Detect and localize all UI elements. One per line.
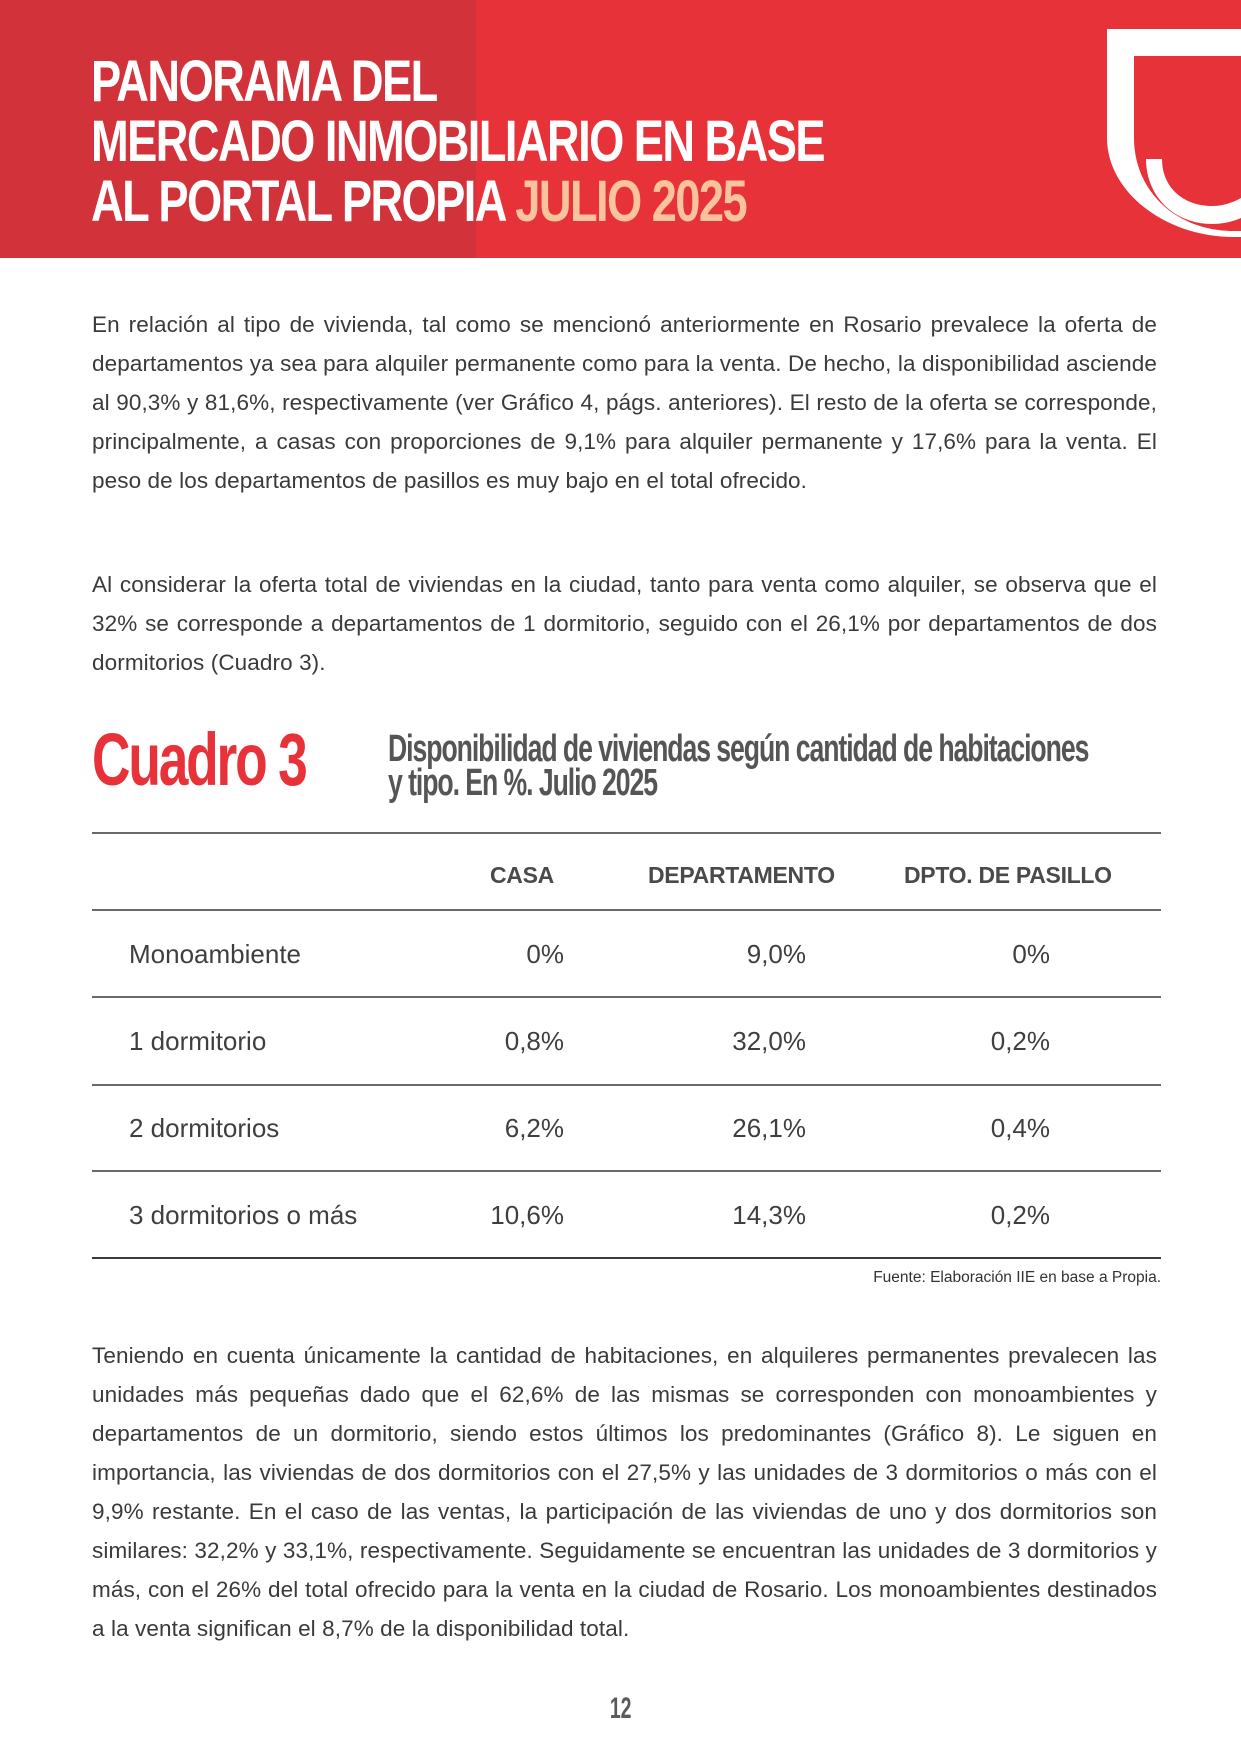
column-header-dpto-pasillo: DPTO. DE PASILLO — [904, 862, 1112, 888]
table-rule — [92, 1084, 1161, 1086]
cell-casa: 0,8% — [504, 1026, 564, 1056]
row-label: 1 dormitorio — [129, 1026, 267, 1056]
table-rule — [92, 996, 1161, 998]
cell-casa: 10,6% — [490, 1200, 564, 1230]
row-label: 2 dormitorios — [129, 1113, 280, 1143]
body-paragraph-3: Teniendo en cuenta únicamente la cantidad de habitaciones, en alquileres permanentes prevalecen las unidades más pequeñas dado que el 62,6% de las mismas se corresponden con monoambientes y departamentos de un dormitorio, siendo estos últimos los predominantes (Gráfico 8). Le siguen en importancia, las viviendas de dos dormitorios con el 27,5% y las unidades de 3 dormitorios o más con el 9,9% restante. En el caso de las ventas, la participación de las viviendas de uno y dos dormitorios son similares: 32,2% y 33,1%, respectivamente. Seguidamente se encuentran las unidades de 3 dormitorios y más, con el 26% del total ofrecido para la venta en la ciudad de Rosario. Los monoambientes destinados a la venta significan el 8,7% de la disponibilidad total. — [92, 1343, 1157, 1641]
cuadro-label: Cuadro 3 — [92, 718, 306, 801]
cell-casa: 6,2% — [504, 1113, 564, 1143]
header-title-accent: JULIO 2025 — [515, 169, 747, 234]
column-header-departamento: DEPARTAMENTO — [648, 862, 835, 888]
cuadro-title-line-2: y tipo. En %. Julio 2025 — [388, 762, 657, 804]
cell-casa: 0% — [526, 939, 564, 969]
table-source-note: Fuente: Elaboración IIE en base a Propia. — [873, 1269, 1161, 1286]
table-rule-top — [92, 832, 1161, 834]
cell-departamento: 26,1% — [732, 1113, 806, 1143]
cell-dpto-pasillo: 0,2% — [990, 1200, 1050, 1230]
cell-dpto-pasillo: 0% — [1012, 939, 1050, 969]
header-title-line-1: PANORAMA DEL — [91, 49, 437, 114]
header-title — [91, 49, 824, 234]
cell-departamento: 32,0% — [732, 1026, 806, 1056]
body-paragraph-2: Al considerar la oferta total de viviendas en la ciudad, tanto para venta como alquiler, se observa que el 32% se corresponde a departamentos de 1 dormitorio, seguido con el 26,1% por departamentos de dos dormitorios (Cuadro 3). — [92, 572, 1157, 675]
page-number — [0, 1692, 1241, 1726]
propia-logo-icon — [1104, 26, 1241, 240]
header-title-line-2: MERCADO INMOBILIARIO EN BASE — [91, 109, 824, 174]
page-number-text: 12 — [609, 1692, 632, 1725]
cell-dpto-pasillo: 0,4% — [990, 1113, 1050, 1143]
header-title-line-3 — [91, 169, 824, 234]
row-label: 3 dormitorios o más — [129, 1200, 358, 1230]
page-header — [0, 0, 1241, 258]
cuadro-title — [388, 728, 1089, 804]
table-rule — [92, 1170, 1161, 1172]
cell-departamento: 9,0% — [746, 939, 806, 969]
column-header-casa: CASA — [490, 862, 554, 888]
table-rule-bottom — [92, 1257, 1161, 1259]
header-title-line-3-text: AL PORTAL PROPIA — [91, 169, 505, 234]
body-paragraph-1: En relación al tipo de vivienda, tal como se mencionó anteriormente en Rosario prevalece la oferta de departamentos ya sea para alquiler permanente como para la venta. De hecho, la disponibilidad asciende al 90,3% y 81,6%, respectivamente (ver Gráfico 4, págs. anteriores). El resto de la oferta se corresponde, principalmente, a casas con proporciones de 9,1% para alquiler permanente y 17,6% para la venta. El peso de los departamentos de pasillos es muy bajo en el total ofrecido. — [92, 312, 1157, 493]
cell-departamento: 14,3% — [732, 1200, 806, 1230]
cell-dpto-pasillo: 0,2% — [990, 1026, 1050, 1056]
table-rule-header — [92, 909, 1161, 911]
cuadro-title-line-1: Disponibilidad de viviendas según cantidad de habitaciones — [388, 728, 1089, 770]
row-label: Monoambiente — [129, 939, 301, 969]
